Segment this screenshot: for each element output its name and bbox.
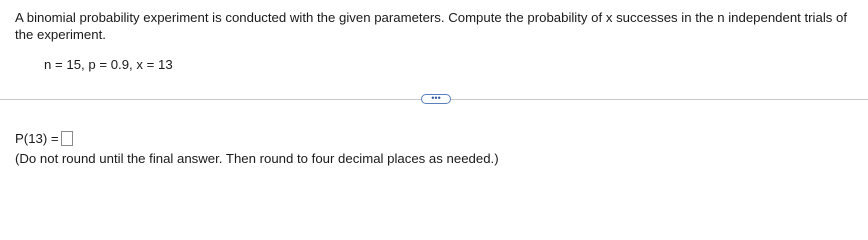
parameters-text: n = 15, p = 0.9, x = 13 bbox=[44, 57, 173, 72]
answer-row bbox=[15, 130, 73, 147]
question-text: A binomial probability experiment is conducted with the given parameters. Compute the probability of x successes in the n independent trials of the experiment. bbox=[15, 10, 848, 42]
answer-label: P(13) = bbox=[15, 131, 59, 146]
more-options-button[interactable]: ••• bbox=[421, 94, 451, 104]
rounding-instruction: (Do not round until the final answer. Then round to four decimal places as needed.) bbox=[15, 151, 499, 166]
answer-input[interactable] bbox=[61, 131, 73, 146]
